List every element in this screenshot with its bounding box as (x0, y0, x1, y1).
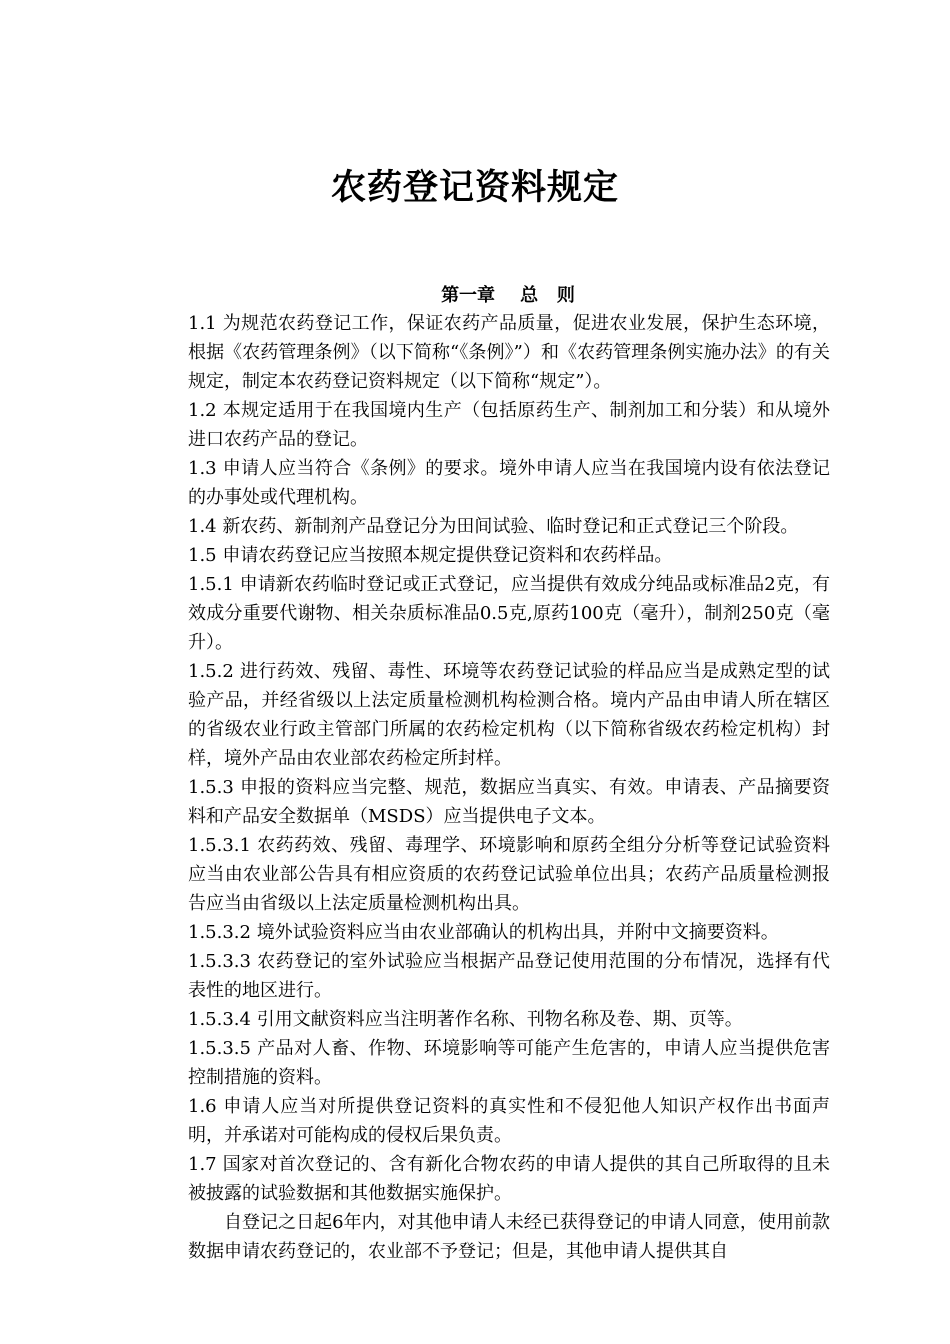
paragraph: 1.6 申请人应当对所提供登记资料的真实性和不侵犯他人知识产权作出书面声明，并承诺对可能构成的侵权后果负责。 (188, 1096, 830, 1146)
document-body (188, 309, 830, 1266)
paragraph: 1.2 本规定适用于在我国境内生产（包括原药生产、制剂加工和分装）和从境外进口农药产品的登记。 (188, 400, 830, 450)
paragraph: 1.5.2 进行药效、残留、毒性、环境等农药登记试验的样品应当是成熟定型的试验产品，并经省级以上法定质量检测机构检测合格。境内产品由申请人所在辖区的省级农业行政主管部门所属的农药检定机构（以下简称省级农药检定机构）封样，境外产品由农业部农药检定所封样。 (188, 661, 830, 769)
paragraph: 1.7 国家对首次登记的、含有新化合物农药的申请人提供的其自己所取得的且未被披露的试验数据和其他数据实施保护。 (188, 1154, 830, 1204)
paragraph: 1.5.3.5 产品对人畜、作物、环境影响等可能产生危害的，申请人应当提供危害控制措施的资料。 (188, 1038, 830, 1088)
paragraph: 1.5 申请农药登记应当按照本规定提供登记资料和农药样品。 (188, 545, 673, 566)
paragraph: 1.3 申请人应当符合《条例》的要求。境外申请人应当在我国境内设有依法登记的办事处或代理机构。 (188, 458, 830, 508)
paragraph: 自登记之日起6年内，对其他申请人未经已获得登记的申请人同意，使用前款数据申请农药登记的，农业部不予登记；但是，其他申请人提供其自 (188, 1212, 830, 1262)
chapter-heading: 第一章 总 则 (441, 285, 575, 306)
paragraph: 1.4 新农药、新制剂产品登记分为田间试验、临时登记和正式登记三个阶段。 (188, 516, 799, 537)
paragraph: 1.5.3.4 引用文献资料应当注明著作名称、刊物名称及卷、期、页等。 (188, 1009, 743, 1030)
paragraph: 1.5.3.3 农药登记的室外试验应当根据产品登记使用范围的分布情况，选择有代表性的地区进行。 (188, 951, 830, 1001)
paragraph: 1.5.1 申请新农药临时登记或正式登记，应当提供有效成分纯品或标准品2克，有效成分重要代谢物、相关杂质标准品0.5克,原药100克（毫升），制剂250克（毫升）。 (188, 574, 830, 653)
paragraph: 1.5.3.2 境外试验资料应当由农业部确认的机构出具，并附中文摘要资料。 (188, 922, 779, 943)
paragraph: 1.1 为规范农药登记工作，保证农药产品质量，促进农业发展，保护生态环境，根据《农药管理条例》（以下简称“《条例》”）和《农药管理条例实施办法》的有关规定，制定本农药登记资料规定（以下简称“规定”）。 (188, 313, 830, 392)
paragraph: 1.5.3.1 农药药效、残留、毒理学、环境影响和原药全组分分析等登记试验资料应当由农业部公告具有相应资质的农药登记试验单位出具；农药产品质量检测报告应当由省级以上法定质量检测机构出具。 (188, 835, 830, 914)
paragraph: 1.5.3 申报的资料应当完整、规范，数据应当真实、有效。申请表、产品摘要资料和产品安全数据单（MSDS）应当提供电子文本。 (188, 777, 830, 827)
document-title: 农药登记资料规定 (330, 168, 619, 208)
